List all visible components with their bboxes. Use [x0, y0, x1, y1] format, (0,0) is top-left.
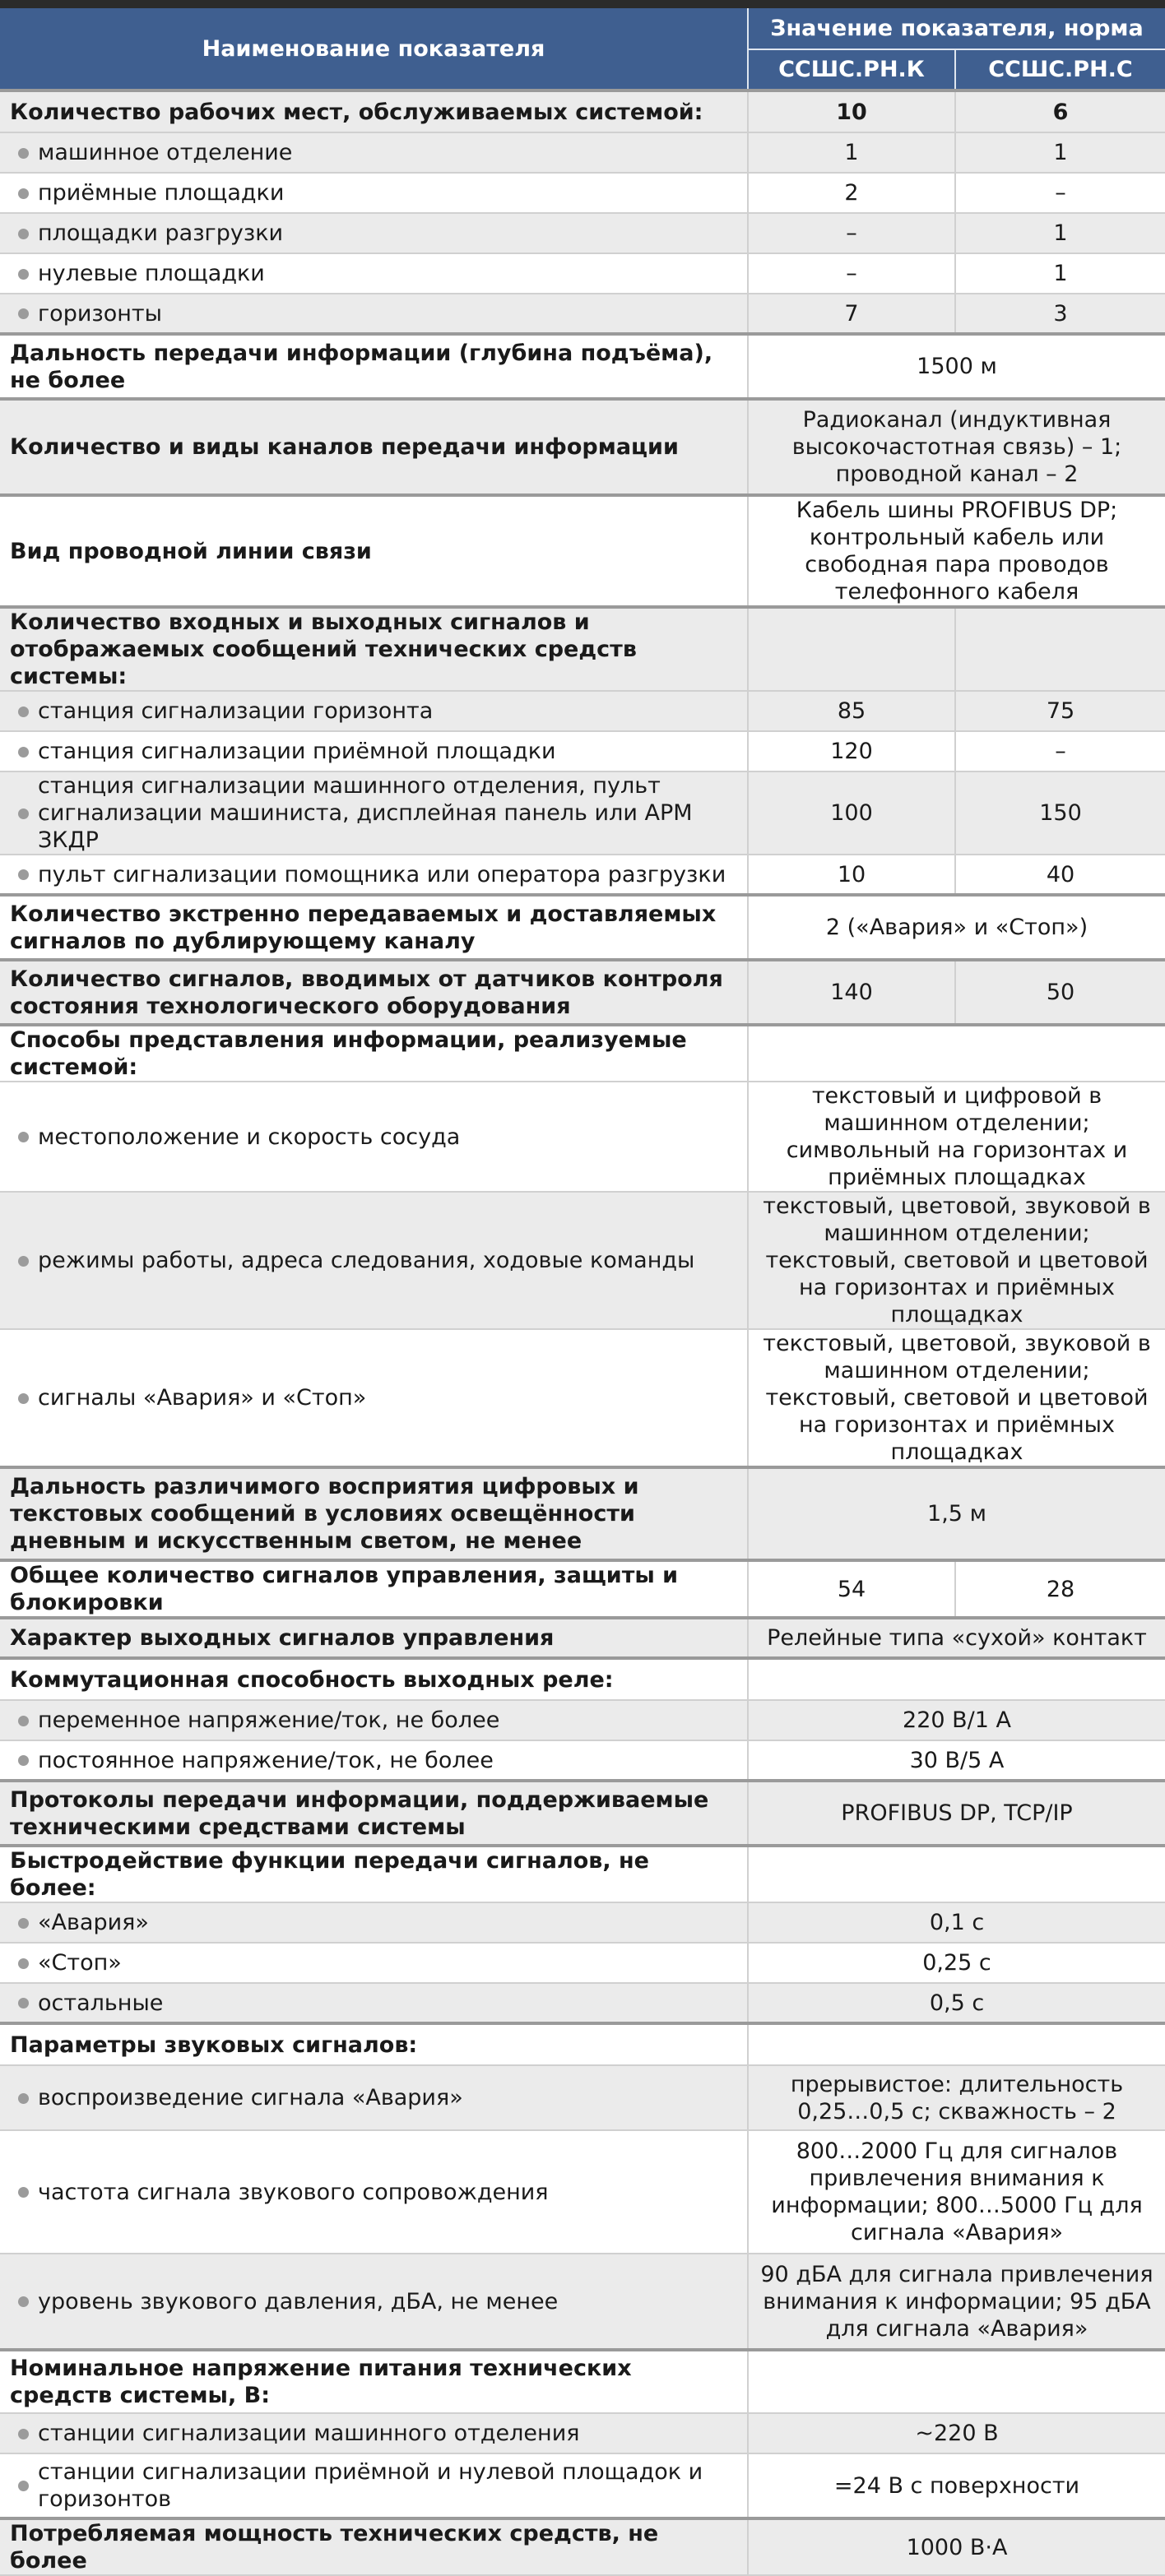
table-row-sub: [0, 253, 1165, 294]
table-row-sub: [0, 1082, 1165, 1192]
label-text: станция сигнализации приёмной площадки: [38, 739, 556, 764]
value-cell-k: 2: [748, 173, 955, 213]
table-row-main: [0, 2518, 1165, 2575]
value-cell-merged: [748, 1025, 1165, 1082]
label-text: Дальность передачи информации (глубина подъёма), не более: [10, 340, 713, 393]
label-text: Способы представления информации, реализуемые системой:: [10, 1027, 687, 1080]
value-cell-merged: 1,5 м: [748, 1467, 1165, 1560]
value-cell-k: 120: [748, 731, 955, 771]
value-cell-merged: Радиоканал (индуктивная высокочастотная связь) – 1; проводной канал – 2: [748, 399, 1165, 495]
label-text: Количество сигналов, вводимых от датчиков контроля состояния технологического оборудования: [10, 966, 723, 1019]
table-row-sub: [0, 731, 1165, 771]
label-text: горизонты: [38, 300, 162, 327]
table-row-sub: [0, 2130, 1165, 2254]
value-cell-k: 54: [748, 1560, 955, 1618]
label-text: местоположение и скорость сосуда: [38, 1124, 461, 1150]
value-cell-merged: [748, 2023, 1165, 2065]
column-header-name: Наименование показателя: [0, 8, 748, 90]
parameter-label: [0, 90, 748, 132]
label-text: постоянное напряжение/ток, не более: [38, 1747, 494, 1773]
label-text: Быстродействие функции передачи сигналов, не более:: [10, 1848, 649, 1901]
column-header-value-group: Значение показателя, норма: [748, 8, 1165, 49]
label-text: Количество входных и выходных сигналов и отображаемых сообщений технических средств системы:: [10, 609, 637, 689]
bullet-icon: [18, 2481, 29, 2491]
table-row-main: [0, 334, 1165, 399]
table-row-main: [0, 1467, 1165, 1560]
parameter-label: [0, 2518, 748, 2575]
value-cell-k: –: [748, 253, 955, 294]
bullet-icon: [18, 1918, 29, 1929]
value-cell-merged: Кабель шины PROFIBUS DP; контрольный кабель или свободная пара проводов телефонного кабеля: [748, 495, 1165, 607]
table-row-main: [0, 960, 1165, 1025]
label-text: Количество и виды каналов передачи информации: [10, 434, 679, 460]
table-row-sub: [0, 1329, 1165, 1467]
table-row-main: [0, 2023, 1165, 2065]
label-text: переменное напряжение/ток, не более: [38, 1707, 500, 1733]
value-cell-merged: [748, 1658, 1165, 1700]
value-cell-merged: текстовый, цветовой, звуковой в машинном отделении; текстовый, световой и цветовой на горизонтах и приёмных площадках: [748, 1329, 1165, 1467]
table-row-main: [0, 399, 1165, 495]
table-row-sub: [0, 1192, 1165, 1329]
table-row-main: [0, 1560, 1165, 1618]
value-cell-merged: прерывистое: длительность 0,25…0,5 с; скважность – 2: [748, 2065, 1165, 2130]
value-cell-s: 3: [955, 294, 1165, 334]
sub-parameter-label: [0, 1082, 748, 1192]
label-text: Номинальное напряжение питания технических средств системы, В:: [10, 2356, 632, 2408]
parameter-label: [0, 1025, 748, 1082]
sub-parameter-label: [0, 771, 748, 855]
value-cell-merged: 90 дБА для сигнала привлечения внимания к информации; 95 дБА для сигнала «Авария»: [748, 2254, 1165, 2350]
parameter-label: [0, 607, 748, 691]
bullet-icon: [18, 1998, 29, 2008]
parameter-label: [0, 1467, 748, 1560]
value-cell-merged: 0,1 с: [748, 1902, 1165, 1943]
table-row-sub: [0, 1983, 1165, 2023]
table-row-sub: [0, 1700, 1165, 1740]
table-row-main: [0, 607, 1165, 691]
bullet-icon: [18, 1132, 29, 1142]
label-text: «Стоп»: [38, 1950, 122, 1976]
sub-parameter-label: [0, 1943, 748, 1983]
value-cell-s: 6: [955, 90, 1165, 132]
value-cell-s: 75: [955, 691, 1165, 731]
label-text: Дальность различимого восприятия цифровых и текстовых сообщений в условиях освещённости дневным и искусственным светом, не менее: [10, 1474, 639, 1554]
label-text: Потребляемая мощность технических средств, не более: [10, 2521, 659, 2574]
value-cell-merged: PROFIBUS DP, TCP/IP: [748, 1781, 1165, 1846]
bullet-icon: [18, 869, 29, 880]
label-text: станции сигнализации приёмной и нулевой площадок и горизонтов: [38, 2459, 703, 2512]
label-text: Количество экстренно передаваемых и доставляемых сигналов по дублирующему каналу: [10, 901, 717, 954]
parameter-label: [0, 895, 748, 960]
label-text: приёмные площадки: [38, 180, 285, 206]
bullet-icon: [18, 747, 29, 758]
parameter-label: [0, 334, 748, 399]
bullet-icon: [18, 1393, 29, 1404]
column-header-k: ССШС.РН.К: [748, 49, 955, 90]
value-cell-merged: текстовый, цветовой, звуковой в машинном отделении; текстовый, световой и цветовой на горизонтах и приёмных площадках: [748, 1192, 1165, 1329]
sub-parameter-label: [0, 1329, 748, 1467]
label-text: машинное отделение: [38, 140, 293, 165]
spec-table: [0, 8, 1165, 2576]
label-text: пульт сигнализации помощника или оператора разгрузки: [38, 861, 726, 887]
sub-parameter-label: [0, 173, 748, 213]
table-row-main: [0, 90, 1165, 132]
top-bar: [0, 0, 1165, 8]
value-cell-merged: 30 В/5 А: [748, 1740, 1165, 1781]
label-text: станция сигнализации машинного отделения, пульт сигнализации машиниста, дисплейная панель или АРМ ЗКДР: [38, 773, 693, 853]
parameter-label: [0, 2023, 748, 2065]
table-row-sub: [0, 1943, 1165, 1983]
label-text: остальные: [38, 1990, 164, 2016]
value-cell-s: 28: [955, 1560, 1165, 1618]
sub-parameter-label: [0, 691, 748, 731]
bullet-icon: [18, 1256, 29, 1267]
label-text: Количество рабочих мест, обслуживаемых системой:: [10, 99, 703, 125]
sub-parameter-label: [0, 2065, 748, 2130]
table-row-sub: [0, 294, 1165, 334]
value-cell-k: 10: [748, 90, 955, 132]
table-row-main: [0, 895, 1165, 960]
label-text: площадки разгрузки: [38, 220, 284, 246]
value-cell-s: –: [955, 173, 1165, 213]
value-cell-merged: 1000 В·А: [748, 2518, 1165, 2575]
value-cell-k: 100: [748, 771, 955, 855]
sub-parameter-label: [0, 1740, 748, 1781]
parameter-label: [0, 1658, 748, 1700]
bullet-icon: [18, 2093, 29, 2104]
sub-parameter-label: [0, 132, 748, 173]
bullet-icon: [18, 229, 29, 239]
value-cell-k: 7: [748, 294, 955, 334]
value-cell-k: 10: [748, 855, 955, 895]
sub-parameter-label: [0, 1902, 748, 1943]
value-cell-merged: 1500 м: [748, 334, 1165, 399]
table-row-sub: [0, 2453, 1165, 2518]
sub-parameter-label: [0, 294, 748, 334]
parameter-label: [0, 1560, 748, 1618]
table-row-sub: [0, 173, 1165, 213]
bullet-icon: [18, 2429, 29, 2439]
bullet-icon: [18, 188, 29, 199]
table-row-main: [0, 1025, 1165, 1082]
bullet-icon: [18, 808, 29, 819]
value-cell-s: 50: [955, 960, 1165, 1025]
value-cell-s: 1: [955, 213, 1165, 253]
bullet-icon: [18, 2296, 29, 2307]
value-cell-merged: 0,25 с: [748, 1943, 1165, 1983]
bullet-icon: [18, 269, 29, 280]
table-row-sub: [0, 2254, 1165, 2350]
label-text: частота сигнала звукового сопровождения: [38, 2179, 549, 2205]
sub-parameter-label: [0, 1983, 748, 2023]
bullet-icon: [18, 1958, 29, 1969]
table-row-sub: [0, 2065, 1165, 2130]
label-text: Параметры звуковых сигналов:: [10, 2032, 418, 2058]
value-cell-s: 150: [955, 771, 1165, 855]
table-row-sub: [0, 132, 1165, 173]
table-row-sub: [0, 213, 1165, 253]
bullet-icon: [18, 308, 29, 319]
label-text: Вид проводной линии связи: [10, 538, 372, 564]
table-row-sub: [0, 771, 1165, 855]
parameter-label: [0, 1618, 748, 1658]
label-text: станции сигнализации машинного отделения: [38, 2421, 580, 2446]
parameter-label: [0, 399, 748, 495]
table-row-main: [0, 1846, 1165, 1902]
bullet-icon: [18, 707, 29, 717]
label-text: Протоколы передачи информации, поддерживаемые техническими средствами системы: [10, 1786, 709, 1840]
value-cell-k: 1: [748, 132, 955, 173]
value-cell-merged: текстовый и цифровой в машинном отделении; символьный на горизонтах и приёмных площадках: [748, 1082, 1165, 1192]
label-text: нулевые площадки: [38, 261, 265, 286]
table-row-sub: [0, 1902, 1165, 1943]
table-row-main: [0, 1781, 1165, 1846]
sub-parameter-label: [0, 731, 748, 771]
table-body: [0, 90, 1165, 2575]
table-row-main: [0, 495, 1165, 607]
value-cell-merged: 2 («Авария» и «Стоп»): [748, 895, 1165, 960]
value-cell-merged: [748, 1846, 1165, 1902]
value-cell-merged: =24 В с поверхности: [748, 2453, 1165, 2518]
table-row-sub: [0, 1740, 1165, 1781]
sub-parameter-label: [0, 2453, 748, 2518]
label-text: режимы работы, адреса следования, ходовые команды: [38, 1248, 695, 1273]
table-row-sub: [0, 855, 1165, 895]
bullet-icon: [18, 1755, 29, 1766]
parameter-label: [0, 1846, 748, 1902]
label-text: «Авария»: [38, 1910, 149, 1935]
label-text: сигналы «Авария» и «Стоп»: [38, 1385, 367, 1411]
value-cell-merged: Релейные типа «сухой» контакт: [748, 1618, 1165, 1658]
parameter-label: [0, 495, 748, 607]
table-row-sub: [0, 2413, 1165, 2453]
sub-parameter-label: [0, 253, 748, 294]
parameter-label: [0, 1781, 748, 1846]
sub-parameter-label: [0, 2413, 748, 2453]
value-cell-merged: 800…2000 Гц для сигналов привлечения внимания к информации; 800…5000 Гц для сигнала «Авария»: [748, 2130, 1165, 2254]
value-cell-s: –: [955, 731, 1165, 771]
label-text: Характер выходных сигналов управления: [10, 1625, 555, 1651]
sub-parameter-label: [0, 855, 748, 895]
table-header: [0, 8, 1165, 90]
value-cell-k: 85: [748, 691, 955, 731]
label-text: воспроизведение сигнала «Авария»: [38, 2085, 463, 2110]
value-cell-merged: 220 В/1 А: [748, 1700, 1165, 1740]
label-text: уровень звукового давления, дБА, не менее: [38, 2288, 559, 2314]
label-text: станция сигнализации горизонта: [38, 698, 434, 724]
sub-parameter-label: [0, 1192, 748, 1329]
table-row-main: [0, 1658, 1165, 1700]
value-cell-s: [955, 607, 1165, 691]
value-cell-merged: ~220 В: [748, 2413, 1165, 2453]
bullet-icon: [18, 1716, 29, 1726]
table-row-main: [0, 2350, 1165, 2413]
value-cell-k: –: [748, 213, 955, 253]
table-row-sub: [0, 691, 1165, 731]
value-cell-merged: 0,5 с: [748, 1983, 1165, 2023]
value-cell-merged: [748, 2350, 1165, 2413]
value-cell-k: [748, 607, 955, 691]
value-cell-s: 1: [955, 253, 1165, 294]
column-header-s: ССШС.РН.С: [955, 49, 1165, 90]
bullet-icon: [18, 2187, 29, 2198]
label-text: Общее количество сигналов управления, защиты и блокировки: [10, 1563, 679, 1615]
label-text: Коммутационная способность выходных реле:: [10, 1666, 614, 1693]
parameter-label: [0, 960, 748, 1025]
bullet-icon: [18, 148, 29, 159]
parameter-label: [0, 2350, 748, 2413]
value-cell-s: 1: [955, 132, 1165, 173]
value-cell-k: 140: [748, 960, 955, 1025]
table-row-main: [0, 1618, 1165, 1658]
sub-parameter-label: [0, 2130, 748, 2254]
value-cell-s: 40: [955, 855, 1165, 895]
sub-parameter-label: [0, 1700, 748, 1740]
sub-parameter-label: [0, 213, 748, 253]
sub-parameter-label: [0, 2254, 748, 2350]
